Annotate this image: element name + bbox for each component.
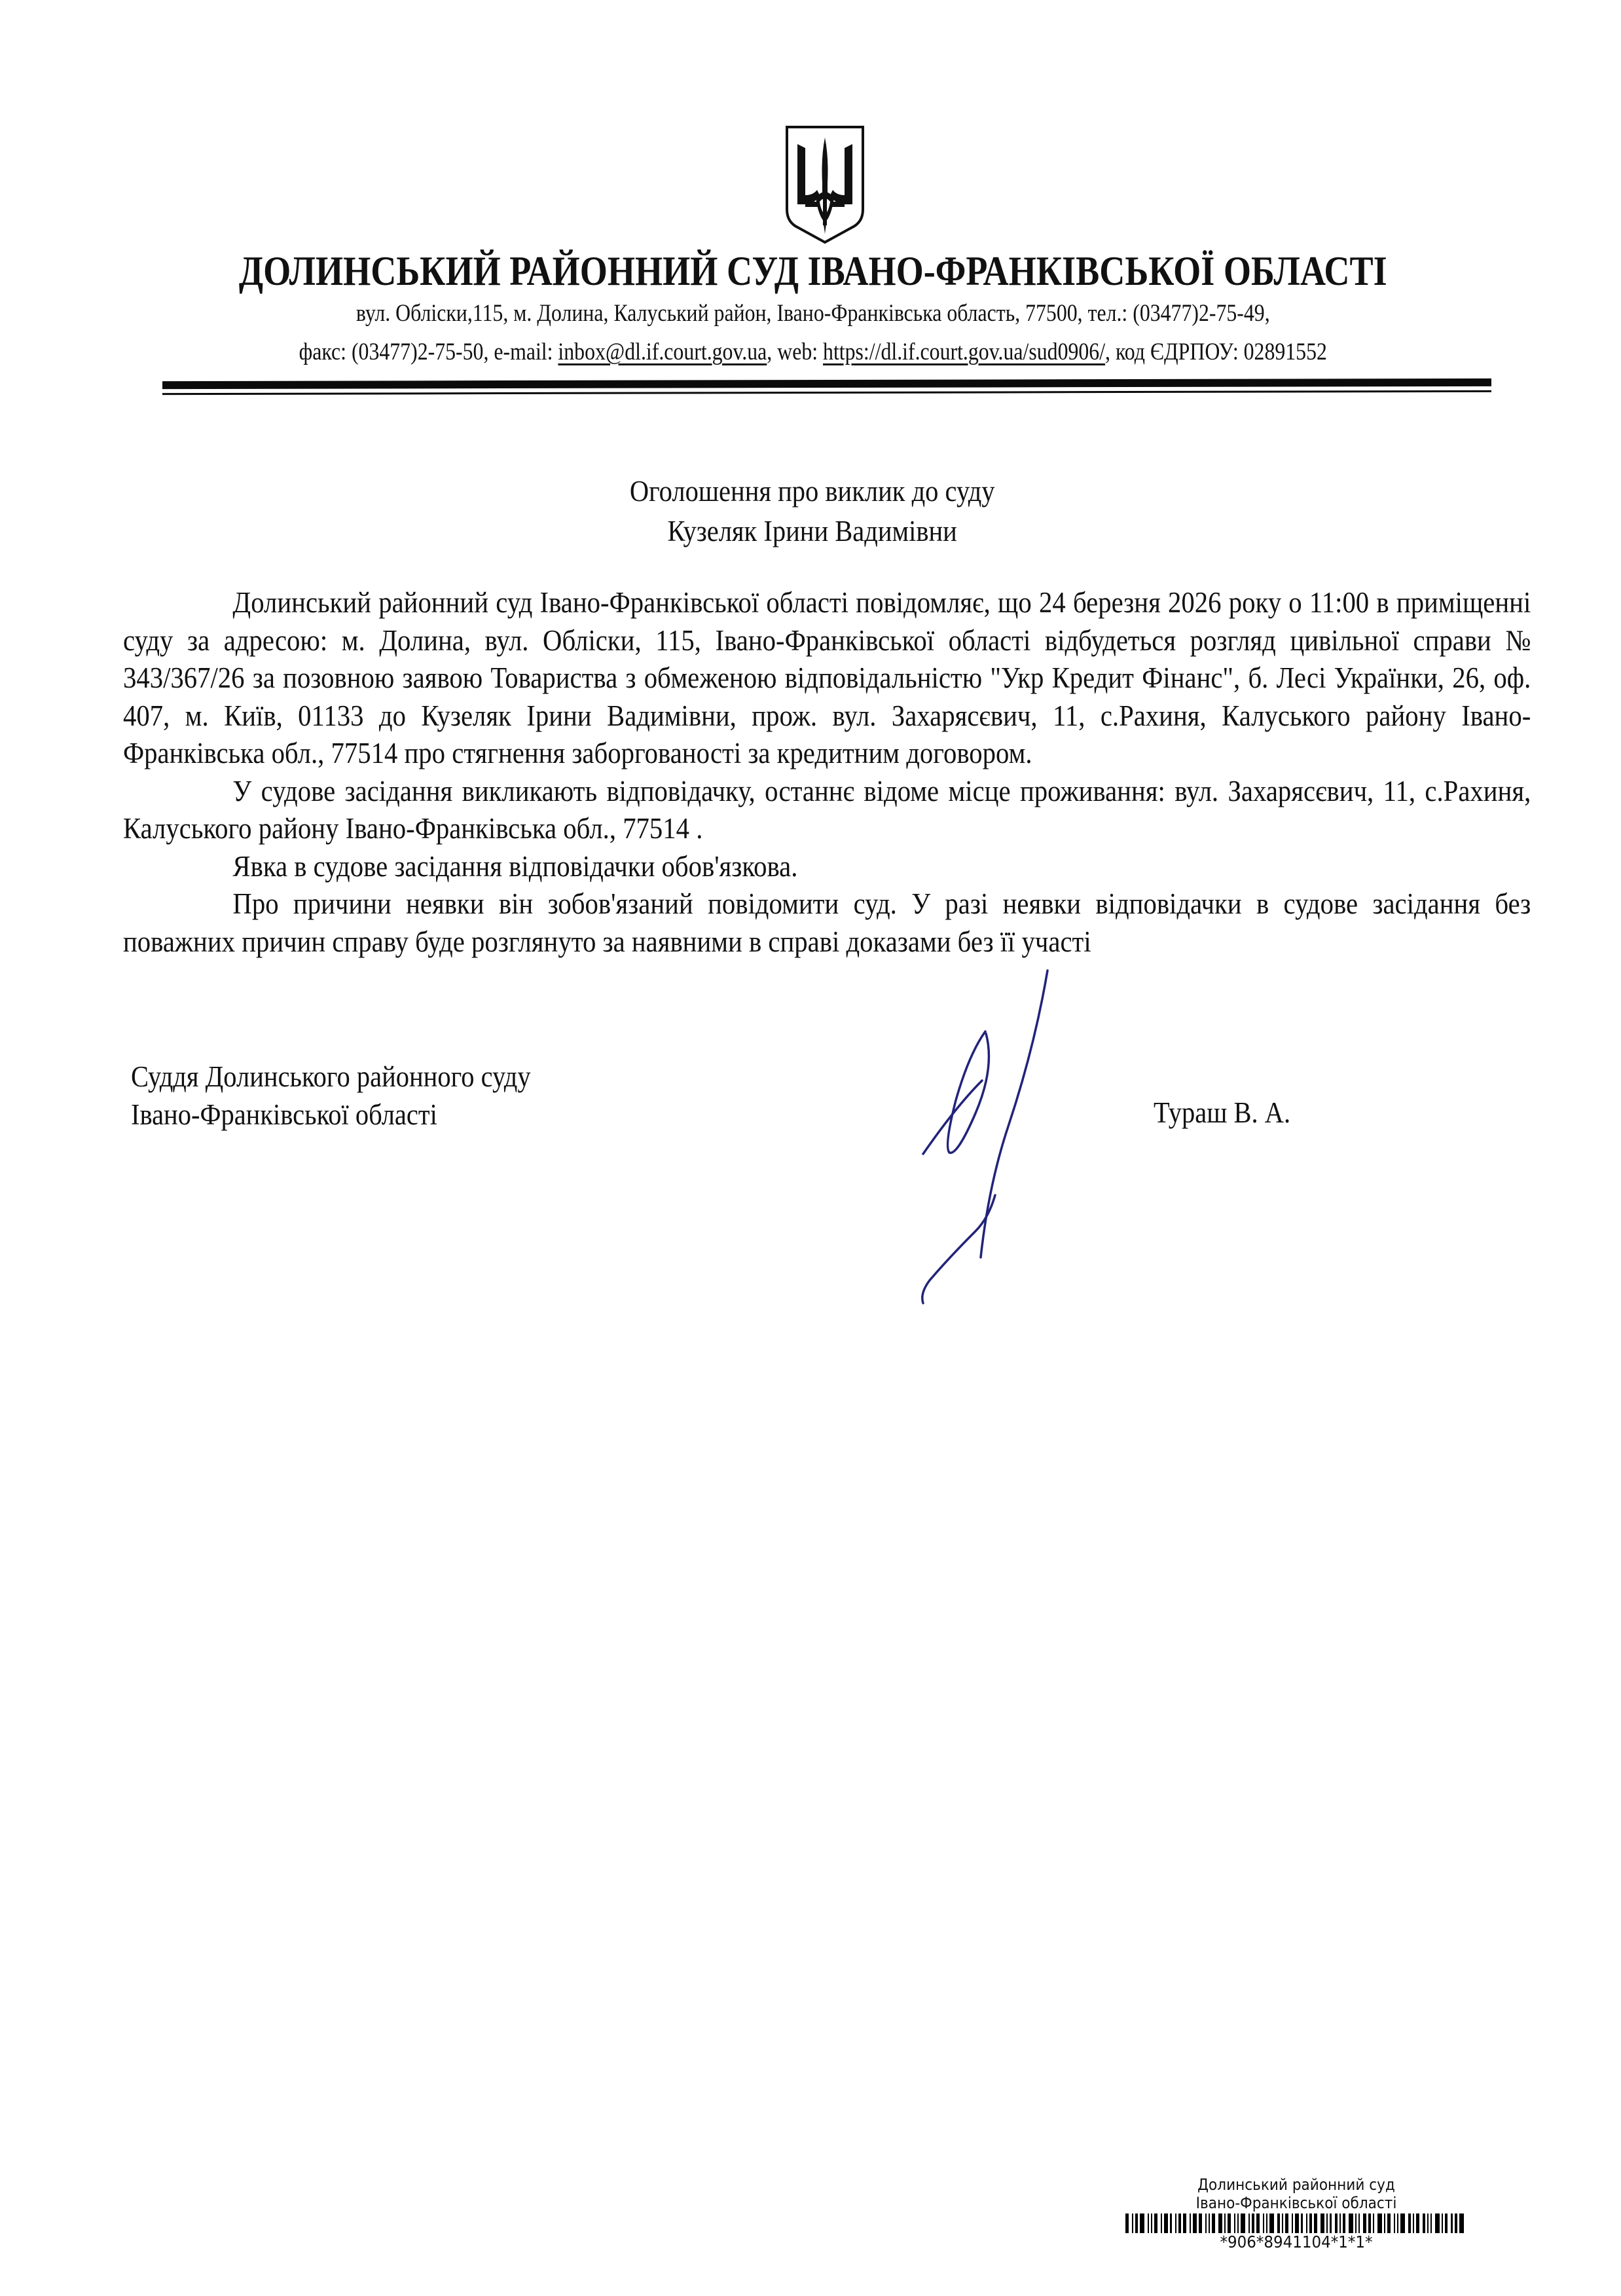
- barcode-bar: [1164, 2213, 1169, 2233]
- body-paragraph-absence: Про причини неявки він зобов'язаний повідомити суд. У разі неявки відповідачки в судове засідання без поважних причин справу буде розглянуто за наявними в справі доказами без її участі: [123, 887, 1531, 958]
- barcode-bar: [1335, 2213, 1338, 2233]
- body-paragraph-attendance: Явка в судове засідання відповідачки обов'язкова.: [232, 849, 798, 883]
- court-address-line: вул. Обліски,115, м. Долина, Калуський район, Івано-Франківська область, 77500, тел.: (03477)2-75-49,: [355, 300, 1270, 327]
- barcode-bar: [1326, 2213, 1328, 2233]
- registry-stamp: [1061, 2176, 1532, 2251]
- barcode-bar: [1343, 2213, 1345, 2233]
- barcode-bar: [1301, 2213, 1302, 2233]
- barcode-bar: [1205, 2213, 1207, 2233]
- barcode-bar: [1387, 2213, 1390, 2233]
- barcode-bar: [1140, 2213, 1144, 2233]
- barcode-bar: [1295, 2213, 1300, 2233]
- notice-addressee: Кузеляк Ірини Вадимівни: [667, 515, 957, 547]
- barcode-bar: [1292, 2213, 1293, 2233]
- barcode-bar: [1427, 2213, 1429, 2233]
- barcode-bar: [1256, 2213, 1259, 2233]
- barcode-bar: [1170, 2213, 1171, 2233]
- barcode-bar: [1234, 2213, 1235, 2233]
- body-paragraph-summons: У судове засідання викликають відповідачку, останнє відоме місце проживання: вул. Захарясєвич, 11, с.Рахиня, Калуського району Івано-Франківська обл., 77514 .: [123, 774, 1531, 845]
- judge-title: [131, 1058, 531, 1134]
- barcode-bar: [1190, 2213, 1191, 2233]
- barcode-bar: [1175, 2213, 1176, 2233]
- barcode-bar: [1277, 2213, 1280, 2233]
- barcode-bar: [1455, 2213, 1457, 2233]
- barcode-bar: [1451, 2213, 1452, 2233]
- stamp-court-line2: Івано-Франківської області: [1195, 2194, 1397, 2212]
- barcode-bar: [1397, 2213, 1398, 2233]
- barcode-bar: [1330, 2213, 1331, 2233]
- barcode-bar: [1400, 2213, 1405, 2233]
- barcode-bar: [1212, 2213, 1214, 2233]
- notice-body: [123, 584, 1531, 961]
- notice-title: Оголошення про виклик до суду: [629, 475, 995, 508]
- barcode-bar: [1368, 2213, 1371, 2233]
- barcode-bar: [1413, 2213, 1414, 2233]
- web-label: , web:: [767, 339, 824, 365]
- barcode-bar: [1442, 2213, 1443, 2233]
- barcode-number: *906*8941104*1*1*: [1220, 2232, 1373, 2251]
- barcode-bar: [1193, 2213, 1197, 2233]
- barcode-bar: [1320, 2213, 1325, 2233]
- barcode-bar: [1266, 2213, 1267, 2233]
- barcode-bar: [1199, 2213, 1201, 2233]
- barcode-bar: [1125, 2213, 1128, 2233]
- barcode-bar: [1285, 2213, 1288, 2233]
- judge-name: Тураш В. А.: [1154, 1096, 1291, 1129]
- website-link[interactable]: https://dl.if.court.gov.ua/sud0906/: [823, 339, 1106, 365]
- barcode-bar: [1445, 2213, 1448, 2233]
- body-paragraph-hearing: Долинський районний суд Івано-Франківської області повідомляє, що 24 березня 2026 року о 11:00 в приміщенні суду за адресою: м. Долина, вул. Обліски, 115, Івано-Франківської області відбудеться розгляд цивільної справи № 343/367/26 за позовною заявою Товариства з обмеженою відповідальністю "Укр Кредит Фінанс", б. Лесі Українки, 26, оф. 407, м. Київ, 01133 до Кузеляк Ірини Вадимівни, прож. вул. Захарясєвич, 11, с.Рахиня, Калуського району Івано-Франківська обл., 77514 про стягнення заборгованості за кредитним договором.: [123, 586, 1531, 769]
- barcode-bar: [1306, 2213, 1307, 2233]
- barcode-bar: [1373, 2213, 1374, 2233]
- barcode-bar: [1148, 2213, 1149, 2233]
- header-divider-thick: [162, 379, 1491, 389]
- court-contacts-line: [116, 338, 1510, 366]
- barcode-bar: [1248, 2213, 1250, 2233]
- barcode-bar: [1252, 2213, 1254, 2233]
- barcode-bar: [1237, 2213, 1239, 2233]
- barcode-bar: [1358, 2213, 1360, 2233]
- barcode-icon: [1070, 2213, 1522, 2233]
- barcode-bar: [1384, 2213, 1385, 2233]
- edrpou-code: , код ЄДРПОУ: 02891552: [1105, 339, 1327, 365]
- barcode-bar: [1459, 2213, 1464, 2233]
- judge-title-line1: Суддя Долинського районного суду: [131, 1060, 531, 1093]
- barcode-bar: [1377, 2213, 1382, 2233]
- barcode-bar: [1183, 2213, 1186, 2233]
- barcode-bar: [1154, 2213, 1157, 2233]
- barcode-bar: [1263, 2213, 1264, 2233]
- email-link[interactable]: inbox@dl.if.court.gov.ua: [558, 339, 767, 365]
- barcode-bar: [1209, 2213, 1210, 2233]
- judge-title-line2: Івано-Франківської області: [131, 1098, 437, 1131]
- barcode-bar: [1339, 2213, 1341, 2233]
- barcode-bar: [1269, 2213, 1274, 2233]
- barcode-bar: [1355, 2213, 1357, 2233]
- barcode-bar: [1132, 2213, 1133, 2233]
- barcode-bar: [1309, 2213, 1312, 2233]
- barcode-bar: [1430, 2213, 1432, 2233]
- stamp-court-line1: Долинський районний суд: [1197, 2176, 1395, 2194]
- barcode-bar: [1363, 2213, 1366, 2233]
- barcode-bar: [1241, 2213, 1245, 2233]
- barcode-bar: [1151, 2213, 1152, 2233]
- barcode-bar: [1218, 2213, 1223, 2233]
- barcode-bar: [1314, 2213, 1317, 2233]
- barcode-bar: [1282, 2213, 1283, 2233]
- barcode-bar: [1161, 2213, 1162, 2233]
- barcode-bar: [1394, 2213, 1395, 2233]
- barcode-bar: [1435, 2213, 1440, 2233]
- barcode-bar: [1224, 2213, 1226, 2233]
- barcode-bar: [1228, 2213, 1230, 2233]
- court-name-heading: ДОЛИНСЬКИЙ РАЙОННИЙ СУД ІВАНО-ФРАНКІВСЬКОЇ ОБЛАСТІ: [238, 248, 1387, 294]
- barcode-bar: [1416, 2213, 1419, 2233]
- coat-of-arms-icon: [779, 118, 871, 249]
- fax-label: факс: (03477)2-75-50, e-mail:: [299, 339, 558, 365]
- barcode-bar: [1135, 2213, 1138, 2233]
- handwritten-signature-icon: [903, 969, 1139, 1310]
- header-divider-thin: [162, 390, 1491, 395]
- barcode-bar: [1349, 2213, 1353, 2233]
- barcode-bar: [1178, 2213, 1181, 2233]
- barcode-bar: [1408, 2213, 1411, 2233]
- barcode-bar: [1423, 2213, 1425, 2233]
